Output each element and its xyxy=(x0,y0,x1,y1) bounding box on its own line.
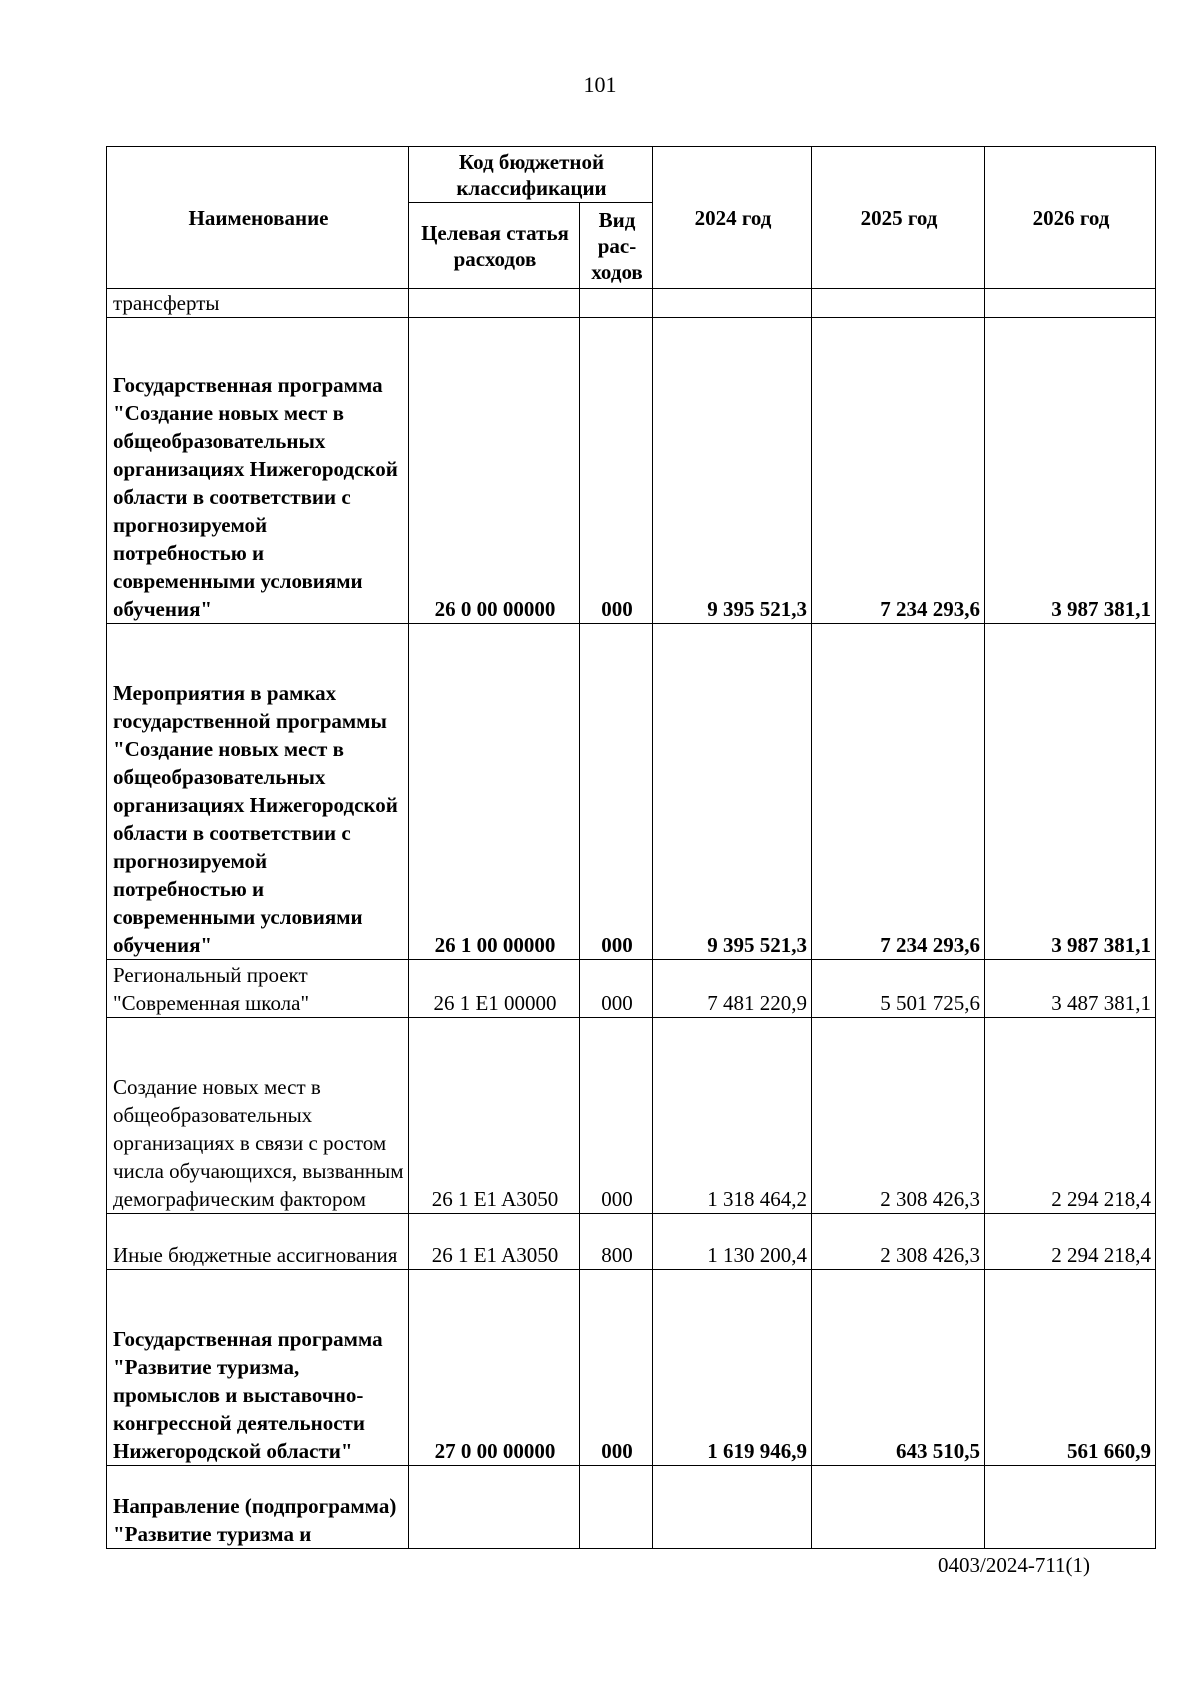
cell-2026: 2 294 218,4 xyxy=(985,1018,1156,1214)
cell-2024 xyxy=(653,289,812,318)
cell-expense-type: 000 xyxy=(580,1018,653,1214)
cell-target-article xyxy=(409,289,580,318)
document-code: 0403/2024-711(1) xyxy=(938,1553,1091,1577)
header-expense-type: Вид рас-ходов xyxy=(580,203,653,289)
cell-2026: 561 660,9 xyxy=(985,1270,1156,1466)
cell-2026 xyxy=(985,289,1156,318)
table-body xyxy=(107,289,1156,1549)
cell-2024: 1 318 464,2 xyxy=(653,1018,812,1214)
table-header xyxy=(107,147,1156,289)
cell-expense-type: 000 xyxy=(580,1270,653,1466)
table-row xyxy=(107,1466,1156,1549)
cell-target-article: 26 1 E1 00000 xyxy=(409,960,580,1018)
table-row xyxy=(107,960,1156,1018)
table-row xyxy=(107,289,1156,318)
cell-target-article: 26 1 E1 A3050 xyxy=(409,1214,580,1270)
header-target-article: Целевая статья расходов xyxy=(409,203,580,289)
cell-2026: 3 987 381,1 xyxy=(985,318,1156,624)
cell-2025 xyxy=(812,1466,985,1549)
cell-expense-type: 000 xyxy=(580,960,653,1018)
cell-name: Региональный проект "Современная школа" xyxy=(107,960,409,1018)
cell-expense-type: 800 xyxy=(580,1214,653,1270)
header-2025: 2025 год xyxy=(812,147,985,289)
cell-2026: 3 487 381,1 xyxy=(985,960,1156,1018)
table-row xyxy=(107,318,1156,624)
cell-name: Государственная программа "Создание новых мест в общеобразовательных организациях Нижегородской области в соответствии с прогнозируемой потребностью и современными условиями обучения" xyxy=(107,318,409,624)
budget-table xyxy=(106,146,1156,1549)
cell-2025: 5 501 725,6 xyxy=(812,960,985,1018)
cell-2025: 2 308 426,3 xyxy=(812,1018,985,1214)
cell-name: трансферты xyxy=(107,289,409,318)
cell-2024: 9 395 521,3 xyxy=(653,318,812,624)
table-row xyxy=(107,1214,1156,1270)
page-number: 101 xyxy=(583,72,617,97)
cell-name: Мероприятия в рамках государственной программы "Создание новых мест в общеобразовательных организациях Нижегородской области в соответствии с прогнозируемой потребностью и современными условиями обучения" xyxy=(107,624,409,960)
cell-2026 xyxy=(985,1466,1156,1549)
cell-name: Иные бюджетные ассигнования xyxy=(107,1214,409,1270)
cell-name: Создание новых мест в общеобразовательных организациях в связи с ростом числа обучающихся, вызванным демографическим фактором xyxy=(107,1018,409,1214)
cell-2025: 7 234 293,6 xyxy=(812,318,985,624)
cell-2024 xyxy=(653,1466,812,1549)
cell-expense-type: 000 xyxy=(580,624,653,960)
cell-2025: 643 510,5 xyxy=(812,1270,985,1466)
cell-2024: 1 130 200,4 xyxy=(653,1214,812,1270)
table-row xyxy=(107,1270,1156,1466)
cell-2025 xyxy=(812,289,985,318)
cell-target-article: 26 1 E1 A3050 xyxy=(409,1018,580,1214)
cell-target-article: 27 0 00 00000 xyxy=(409,1270,580,1466)
cell-target-article: 26 0 00 00000 xyxy=(409,318,580,624)
cell-expense-type: 000 xyxy=(580,318,653,624)
cell-expense-type xyxy=(580,289,653,318)
cell-target-article xyxy=(409,1466,580,1549)
cell-2026: 3 987 381,1 xyxy=(985,624,1156,960)
cell-2024: 9 395 521,3 xyxy=(653,624,812,960)
cell-2025: 7 234 293,6 xyxy=(812,624,985,960)
cell-2026: 2 294 218,4 xyxy=(985,1214,1156,1270)
table-row xyxy=(107,1018,1156,1214)
cell-2024: 1 619 946,9 xyxy=(653,1270,812,1466)
cell-2024: 7 481 220,9 xyxy=(653,960,812,1018)
cell-name: Государственная программа "Развитие туризма, промыслов и выставочно-конгрессной деятельности Нижегородской области" xyxy=(107,1270,409,1466)
cell-name: Направление (подпрограмма) "Развитие туризма и xyxy=(107,1466,409,1549)
header-2024: 2024 год xyxy=(653,147,812,289)
cell-2025: 2 308 426,3 xyxy=(812,1214,985,1270)
table-row xyxy=(107,624,1156,960)
header-name: Наименование xyxy=(107,147,409,289)
cell-target-article: 26 1 00 00000 xyxy=(409,624,580,960)
cell-expense-type xyxy=(580,1466,653,1549)
header-bbc-group: Код бюджетной классификации xyxy=(409,147,653,203)
header-2026: 2026 год xyxy=(985,147,1156,289)
